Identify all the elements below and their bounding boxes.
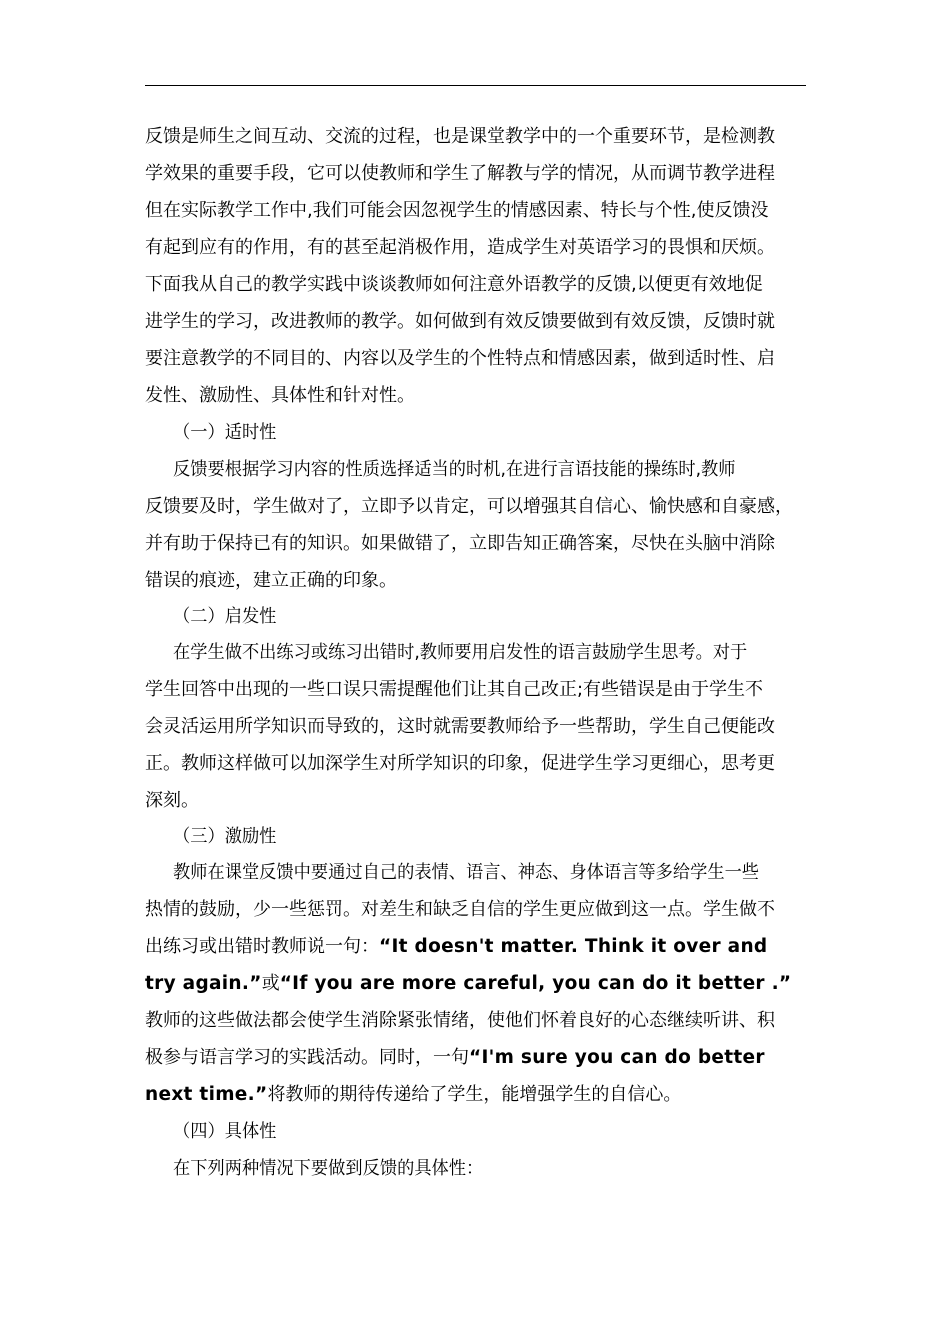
- line-text: 将教师的期待传递给了学生，能增强学生的自信心。: [267, 1084, 682, 1105]
- section-heading-3: （三）激励性: [173, 826, 277, 847]
- paragraph-line: 有起到应有的作用，有的甚至起消极作用，造成学生对英语学习的畏惧和厌烦。: [145, 237, 775, 258]
- section-heading-1: （一）适时性: [173, 422, 277, 443]
- paragraph-line: 发性、激励性、具体性和针对性。: [145, 385, 415, 406]
- line-text: 出练习或出错时教师说一句：: [145, 936, 379, 957]
- paragraph-line: [145, 1046, 806, 1070]
- paragraph-line: 热情的鼓励，少一些惩罚。对差生和缺乏自信的学生更应做到这一点。学生做不: [145, 899, 775, 920]
- paragraph-line: [145, 1083, 806, 1107]
- paragraph-line: 反馈要根据学习内容的性质选择适当的时机,在进行言语技能的操练时,教师: [173, 459, 736, 480]
- paragraph-line: 反馈是师生之间互动、交流的过程，也是课堂教学中的一个重要环节，是检测教: [145, 126, 775, 147]
- english-quote: “It doesn't matter. Think it over and: [379, 936, 768, 957]
- paragraph-line: 要注意教学的不同目的、内容以及学生的个性特点和情感因素，做到适时性、启: [145, 348, 775, 369]
- english-quote: “If you are more careful, you can do it better .”: [279, 973, 792, 994]
- paragraph-line: 但在实际教学工作中,我们可能会因忽视学生的情感因素、特长与个性,使反馈没: [145, 200, 769, 221]
- english-quote: try again.”: [145, 973, 262, 994]
- paragraph-line: 进学生的学习，改进教师的教学。如何做到有效反馈要做到有效反馈，反馈时就: [145, 311, 775, 332]
- paragraph-line: 教师在课堂反馈中要通过自己的表情、语言、神态、身体语言等多给学生一些: [173, 862, 760, 883]
- paragraph-line: 会灵活运用所学知识而导致的，这时就需要教师给予一些帮助，学生自己便能改: [145, 716, 775, 737]
- paragraph-line: 并有助于保持已有的知识。如果做错了，立即告知正确答案，尽快在头脑中消除: [145, 533, 775, 554]
- paragraph-line: 教师的这些做法都会使学生消除紧张情绪，使他们怀着良好的心态继续听讲、积: [145, 1010, 775, 1031]
- paragraph-line: [145, 972, 806, 996]
- section-heading-4: （四）具体性: [173, 1121, 277, 1142]
- line-text: 或: [261, 973, 280, 994]
- paragraph-line: 深刻。: [145, 790, 199, 811]
- english-quote: next time.”: [145, 1084, 268, 1105]
- header-rule: [145, 85, 806, 86]
- section-heading-2: （二）启发性: [173, 606, 277, 627]
- paragraph-line: 正。教师这样做可以加深学生对所学知识的印象，促进学生学习更细心，思考更: [145, 753, 775, 774]
- paragraph-line: 学效果的重要手段，它可以使教师和学生了解教与学的情况，从而调节教学进程: [145, 163, 775, 184]
- english-quote: “I'm sure you can do better: [469, 1047, 765, 1068]
- paragraph-line: 学生回答中出现的一些口误只需提醒他们让其自己改正;有些错误是由于学生不: [145, 679, 764, 700]
- line-text: 极参与语言学习的实践活动。同时，一句: [145, 1047, 469, 1068]
- paragraph-line: [145, 935, 806, 959]
- paragraph-line: 在下列两种情况下要做到反馈的具体性：: [173, 1158, 484, 1179]
- paragraph-line: 在学生做不出练习或练习出错时,教师要用启发性的语言鼓励学生思考。对于: [173, 642, 748, 663]
- paragraph-line: 下面我从自己的教学实践中谈谈教师如何注意外语教学的反馈,以便更有效地促: [145, 274, 763, 295]
- paragraph-line: 错误的痕迹，建立正确的印象。: [145, 570, 397, 591]
- paragraph-line: 反馈要及时，学生做对了，立即予以肯定，可以增强其自信心、愉快感和自豪感，: [145, 496, 793, 517]
